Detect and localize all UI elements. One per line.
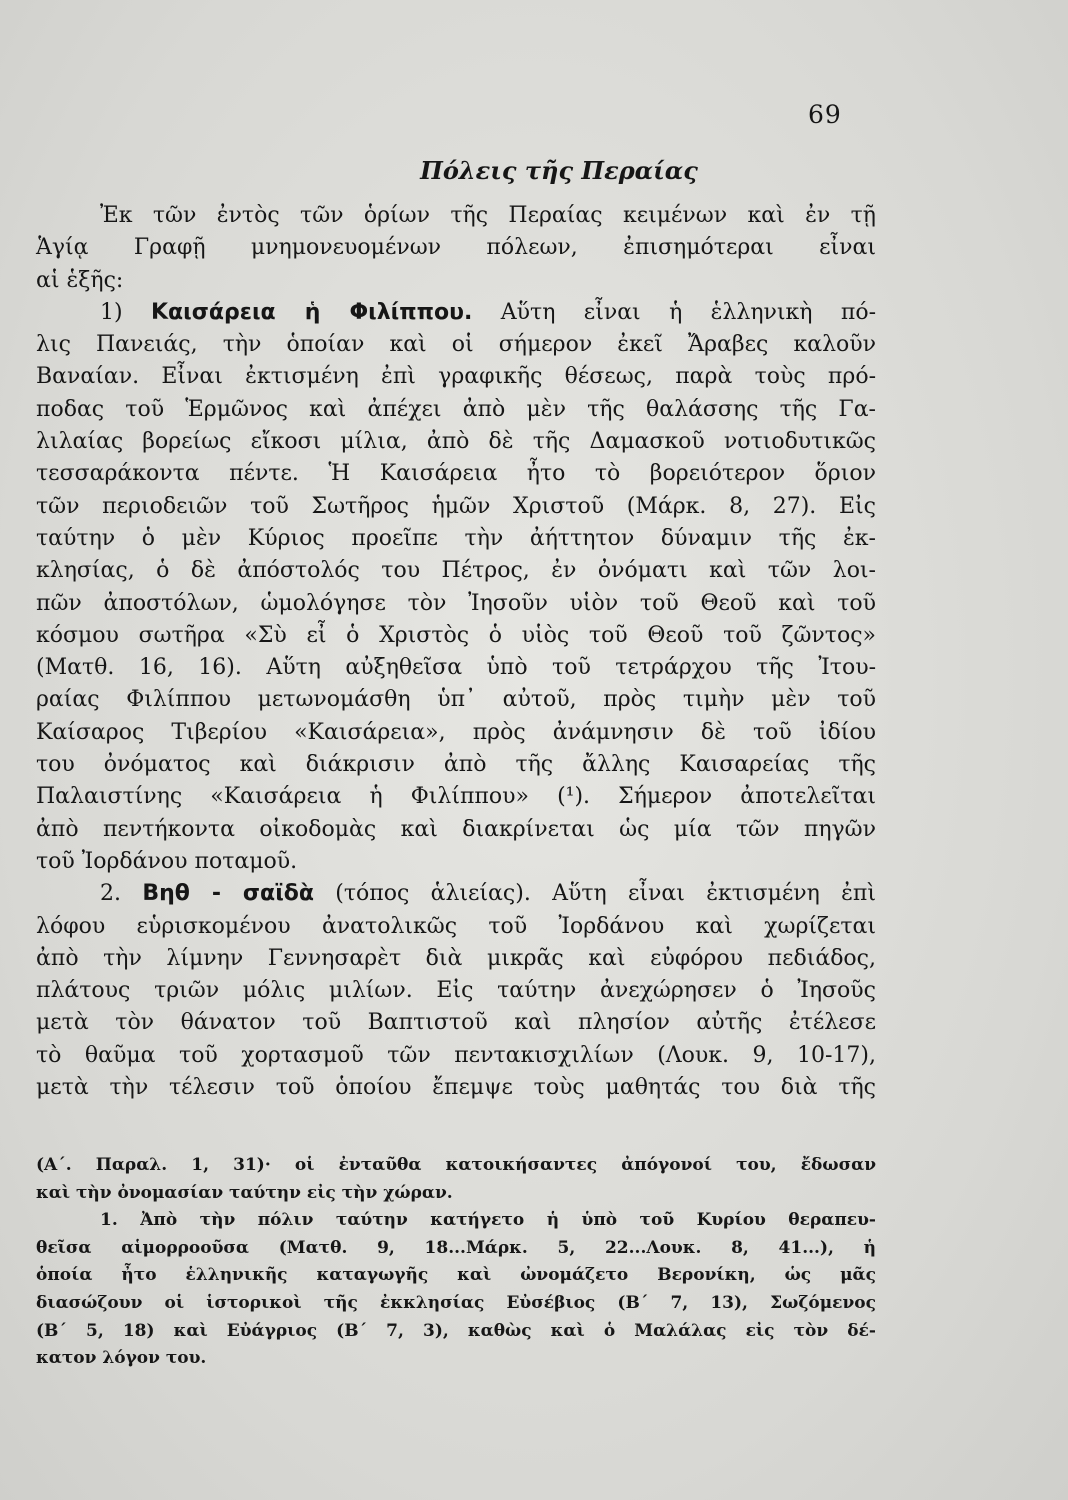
section-2-heading-line [36,878,876,910]
section-2-first-line: (τόπος ἁλιείας). Αὕτη εἶναι ἐκτισμένη ἐπὶ [335,881,877,907]
section-2-line: πλάτους τριῶν μόλις μιλίων. Εἰς ταύτην ἀνεχώρησεν ὁ Ἰησοῦς [36,978,876,1004]
footnote-line: (Α΄. Παραλ. 1, 31)· οἱ ἐνταῦθα κατοικήσαντες ἀπόγονοί του, ἔδωσαν [36,1155,876,1175]
section-1-line: τῶν περιοδειῶν τοῦ Σωτῆρος ἡμῶν Χριστοῦ (Μάρκ. 8, 27). Εἰς [36,493,876,519]
chapter-title: Πόλεις τῆς Περαίας [420,156,698,185]
section-1-name: Καισάρεια ἡ Φιλίππου. [151,299,473,325]
footnote-line: θεῖσα αἱμορροοῦσα (Ματθ. 9, 18...Μάρκ. 5, 22...Λουκ. 8, 41...), ἡ [36,1237,876,1258]
section-1-line: του ὀνόματος καὶ διάκρισιν ἀπὸ τῆς ἄλλης Καισαρείας τῆς [36,752,876,778]
section-1-heading-line [36,297,876,329]
section-1-line: κλησίας, ὁ δὲ ἀπόστολός του Πέτρος, ἐν ὀνόματι καὶ τῶν λοι- [36,558,876,584]
section-2-line: λόφου εὑρισκομένου ἀνατολικῶς τοῦ Ἰορδάνου καὶ χωρίζεται [36,913,876,939]
section-1-line: ταύτην ὁ μὲν Κύριος προεῖπε τὴν ἀήττητον δύναμιν τῆς ἐκ- [36,525,876,551]
section-1-line: ραίας Φιλίππου μετωνομάσθη ὑπ᾽ αὐτοῦ, πρὸς τιμὴν μὲν τοῦ [36,687,876,713]
intro-line: Ἁγίᾳ Γραφῇ μνημονευομένων πόλεων, ἐπισημότεραι εἶναι [36,235,876,261]
section-1-first-line: Αὕτη εἶναι ἡ ἑλληνικὴ πό- [500,299,877,325]
section-2-line: ἀπὸ τὴν λίμνην Γεννησαρὲτ διὰ μικρᾶς καὶ εὐφόρου πεδιάδος, [36,945,876,971]
section-2-line: τὸ θαῦμα τοῦ χορτασμοῦ τῶν πεντακισχιλίων (Λουκ. 9, 10-17), [36,1042,876,1068]
section-1-line: Καίσαρος Τιβερίου «Καισάρεια», πρὸς ἀνάμνησιν δὲ τοῦ ἰδίου [36,719,876,745]
page-number: 69 [808,100,842,129]
intro-line: αἱ ἑξῆς: [36,267,124,293]
section-1-line: λιλαίας βορείως εἴκοσι μίλια, ἀπὸ δὲ τῆς Δαμασκοῦ νοτιοδυτικῶς [36,429,876,455]
section-2-number: 2. [100,881,121,907]
section-1-line: τοῦ Ἰορδάνου ποταμοῦ. [36,848,298,874]
section-1-line: ἀπὸ πεντήκοντα οἰκοδομὰς καὶ διακρίνεται ὡς μία τῶν πηγῶν [36,816,876,842]
section-1-line: κόσμου σωτῆρα «Σὺ εἶ ὁ Χριστὸς ὁ υἱὸς τοῦ Θεοῦ τοῦ ζῶντος» [36,622,876,648]
footnote-line: διασώζουν οἱ ἱστορικοὶ τῆς ἐκκλησίας Εὐσέβιος (Β΄ 7, 13), Σωζόμενος [36,1292,876,1313]
section-1-line: λις Πανειάς, τὴν ὁποίαν καὶ οἱ σήμερον ἐκεῖ Ἄραβες καλοῦν [36,332,876,358]
footnotes [36,1152,876,1373]
main-text [36,200,876,1104]
section-1-line: Παλαιστίνης «Καισάρεια ἡ Φιλίππου» (¹). Σήμερον ἀποτελεῖται [36,784,876,810]
section-1-line: (Ματθ. 16, 16). Αὕτη αὐξηθεῖσα ὑπὸ τοῦ τετράρχου τῆς Ἰτου- [36,655,876,681]
footnote-line: (Β΄ 5, 18) καὶ Εὐάγριος (Β΄ 7, 3), καθὼς καὶ ὁ Μαλάλας εἰς τὸν δέ- [36,1320,876,1341]
section-2-line: μετὰ τὴν τέλεσιν τοῦ ὁποίου ἔπεμψε τοὺς μαθητάς του διὰ τῆς [36,1075,876,1101]
section-1-line: πῶν ἀποστόλων, ὡμολόγησε τὸν Ἰησοῦν υἱὸν τοῦ Θεοῦ καὶ τοῦ [36,590,876,616]
section-1-line: τεσσαράκοντα πέντε. Ἡ Καισάρεια ἦτο τὸ βορειότερον ὅριον [36,461,876,487]
section-1-line: ποδας τοῦ Ἑρμῶνος καὶ ἀπέχει ἀπὸ μὲν τῆς θαλάσσης τῆς Γα- [36,396,876,422]
section-1-number: 1) [100,299,123,325]
footnote-line: καὶ τὴν ὀνομασίαν ταύτην εἰς τὴν χώραν. [36,1182,453,1203]
footnote-line: ὁποία ἦτο ἑλληνικῆς καταγωγῆς καὶ ὠνομάζετο Βερονίκη, ὡς μᾶς [36,1265,876,1286]
section-1-line: Βαναίαν. Εἶναι ἐκτισμένη ἐπὶ γραφικῆς θέσεως, παρὰ τοὺς πρό- [36,364,876,390]
section-2-name: Βηθ - σαϊδὰ [142,881,314,907]
footnote-line: 1. Ἀπὸ τὴν πόλιν ταύτην κατήγετο ἡ ὑπὸ τοῦ Κυρίου θεραπευ- [100,1210,876,1231]
footnote-line: κατον λόγον του. [36,1348,207,1369]
section-2-line: μετὰ τὸν θάνατον τοῦ Βαπτιστοῦ καὶ πλησίον αὐτῆς ἐτέλεσε [36,1010,876,1036]
intro-line: Ἐκ τῶν ἐντὸς τῶν ὁρίων τῆς Περαίας κειμένων καὶ ἐν τῇ [100,203,876,228]
